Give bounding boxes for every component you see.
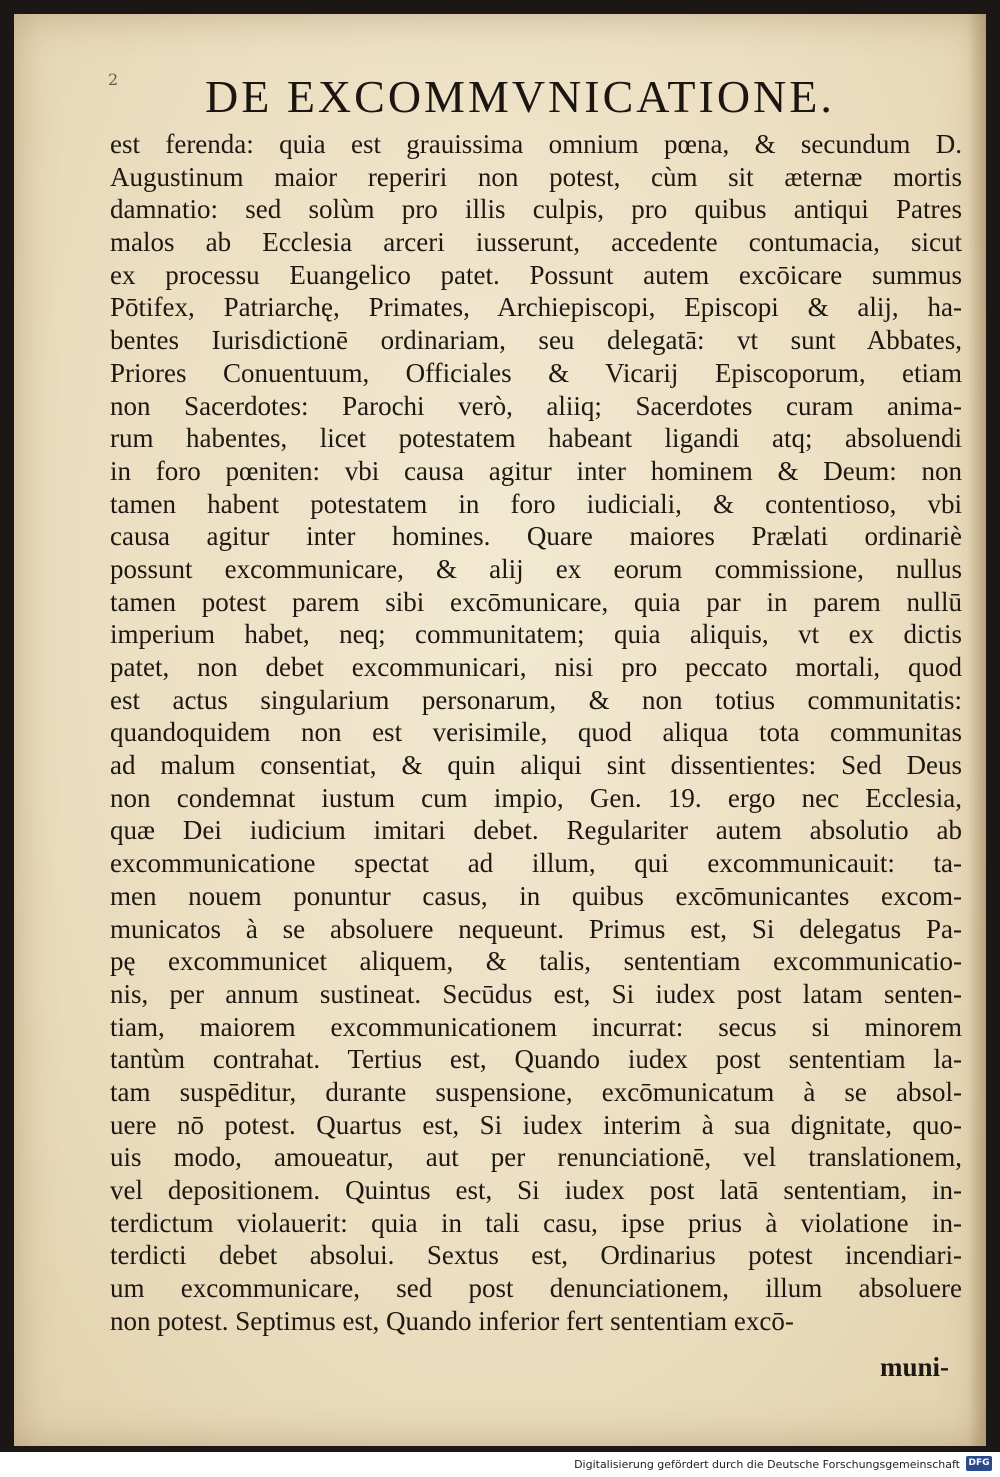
text-line: Augustinum maior reperiri non potest, cùm sit æternæ mortis [110,161,962,192]
text-line: nis, per annum sustineat. Secūdus est, Si iudex post latam senten- [110,978,962,1009]
text-line: terdictum violauerit: quia in tali casu, ipse prius à violatione in- [110,1207,962,1238]
text-line: men nouem ponuntur casus, in quibus excōmunicantes excom- [110,880,962,911]
text-line: quæ Dei iudicium imitari debet. Regulariter autem absolutio ab [110,815,962,846]
text-line: tiam, maiorem excommunicationem incurrat: secus si minorem [110,1011,962,1042]
text-line: bentes Iurisdictionē ordinariam, seu delegatā: vt sunt Abbates, [110,325,962,356]
text-line: um excommunicare, sed post denunciationem, illum absoluere [110,1273,962,1304]
text-line: tantùm contrahat. Tertius est, Quando iudex post sententiam la- [110,1044,962,1075]
text-line: pę excommunicet aliquem, & talis, sententiam excommunicatio- [110,946,962,977]
text-line: quandoquidem non est verisimile, quod aliqua tota communitas [110,717,962,748]
text-line: Pōtifex, Patriarchę, Primates, Archiepiscopi, Episcopi & alij, ha- [110,292,962,323]
text-line: imperium habet, neq; communitatem; quia aliquis, vt ex dictis [110,619,962,650]
text-line: municatos à se absoluere nequeunt. Primus est, Si delegatus Pa- [110,913,962,944]
text-line: Priores Conuentuum, Officiales & Vicarij Episcoporum, etiam [110,357,962,388]
text-line: tam suspēditur, durante suspensione, excōmunicatum à se absol- [110,1076,962,1107]
catchword: muni- [880,1352,950,1382]
digitization-footer [0,1452,1000,1477]
text-line: rum habentes, licet potestatem habeant ligandi atq; absoluendi [110,423,962,454]
body-text [110,128,962,1337]
text-line: non potest. Septimus est, Quando inferior fert sententiam excō- [110,1305,794,1336]
page-edge-shadow [968,14,986,1446]
text-line: uere nō potest. Quartus est, Si iudex interim à sua dignitate, quo- [110,1109,962,1140]
text-line: causa agitur inter homines. Quare maiores Prælati ordinariè [110,521,962,552]
dfg-logo-icon: DFG [966,1456,992,1471]
text-line: est ferenda: quia est grauissima omnium pœna, & secundum D. [110,129,962,159]
text-line: ex processu Euangelico patet. Possunt autem excōicare summus [110,259,962,290]
text-line: uis modo, amoueatur, aut per renunciationē, vel translationem, [110,1142,962,1173]
text-line: non Sacerdotes: Parochi verò, aliiq; Sacerdotes curam anima- [110,390,962,421]
text-line: non condemnat iustum cum impio, Gen. 19. ergo nec Ecclesia, [110,782,962,813]
text-line: vel depositionem. Quintus est, Si iudex post latā sententiam, in- [110,1175,962,1205]
funding-credit: Digitalisierung gefördert durch die Deutsche Forschungsgemeinschaft [574,1458,960,1471]
text-line: patet, non debet excommunicari, nisi pro peccato mortali, quod [110,652,962,682]
text-line: malos ab Ecclesia arceri iusserunt, accedente contumacia, sicut [110,227,962,258]
text-line: damnatio: sed solùm pro illis culpis, pro quibus antiqui Patres [110,194,962,225]
text-line: tamen habent potestatem in foro iudiciali, & contentioso, vbi [110,488,962,519]
text-line: in foro pœniten: vbi causa agitur inter hominem & Deum: non [110,455,962,486]
text-line: ad malum consentiat, & quin aliqui sint dissentientes: Sed Deus [110,750,962,781]
text-line: tamen potest parem sibi excōmunicare, quia par in parem nullū [110,586,962,617]
text-line: excommunicatione spectat ad illum, qui excommunicauit: ta- [110,848,962,879]
text-line: est actus singularium personarum, & non totius communitatis: [110,684,962,715]
text-line: possunt excommunicare, & alij ex eorum commissione, nullus [110,553,962,584]
text-line: terdicti debet absolui. Sextus est, Ordinarius potest incendiari- [110,1240,962,1271]
page-number: 2 [108,70,119,89]
running-head: DE EXCOMMVNICATIONE. [205,71,835,122]
